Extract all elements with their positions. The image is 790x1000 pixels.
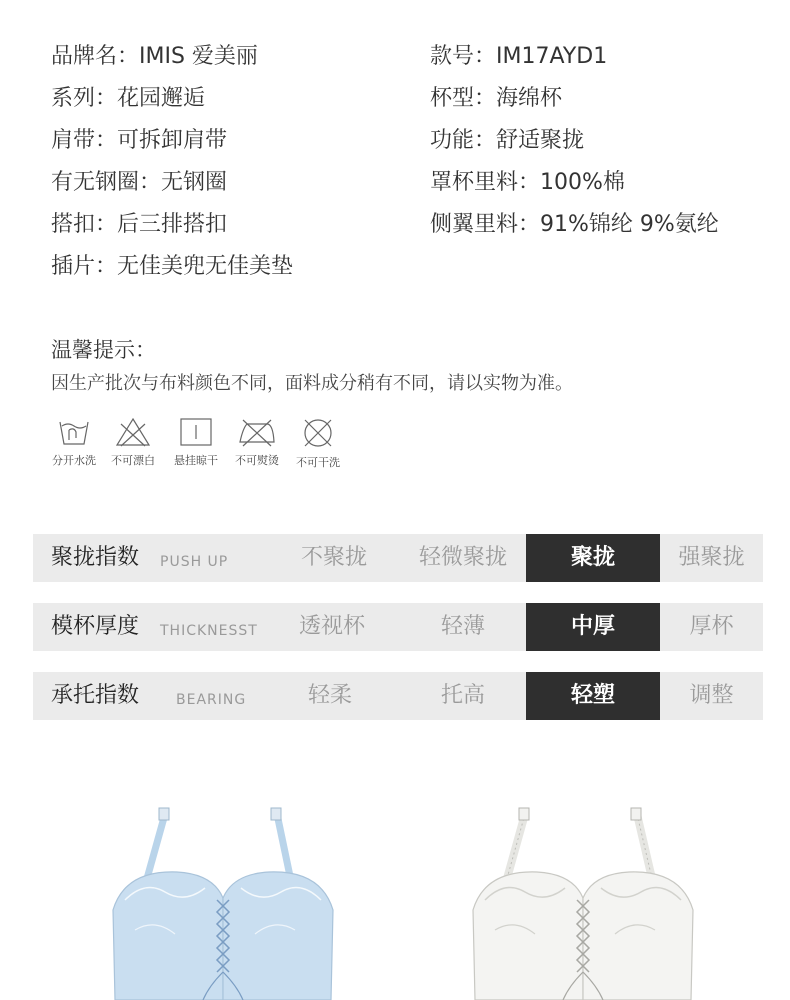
spec-brand: 品牌名：IMIS 爱美丽 <box>51 44 258 69</box>
index-push-up <box>33 534 763 582</box>
wash-basin-icon <box>56 416 92 448</box>
spec-strap: 肩带：可拆卸肩带 <box>51 128 228 153</box>
spec-list-right <box>430 42 719 252</box>
spec-underwire: 有无钢圈：无钢圈 <box>51 170 228 195</box>
index-subtitle: PUSH UP <box>160 554 229 570</box>
index-title: 模杯厚度 <box>51 614 140 639</box>
spec-function: 功能：舒适聚拢 <box>430 128 585 153</box>
spec-series: 系列：花园邂逅 <box>51 86 206 111</box>
notice-title: 温馨提示： <box>51 338 156 362</box>
blue-bra-image <box>105 800 340 1000</box>
index-option: 轻柔 <box>307 683 352 708</box>
notice-text: 因生产批次与布料颜色不同，面料成分稍有不同，请以实物为准。 <box>51 373 573 394</box>
spec-cup-lining: 罩杯里料：100%棉 <box>430 170 625 195</box>
index-option-selected: 聚拢 <box>526 534 660 582</box>
index-option: 调整 <box>689 683 734 708</box>
index-option-selected: 中厚 <box>526 603 660 651</box>
index-option: 强聚拢 <box>678 545 745 570</box>
index-option: 厚杯 <box>689 614 734 639</box>
index-option: 轻薄 <box>440 614 485 639</box>
index-option: 轻微聚拢 <box>418 545 507 570</box>
spec-clasp: 搭扣：后三排搭扣 <box>51 212 228 237</box>
spec-list-left <box>51 42 293 294</box>
spec-cup-type: 杯型：海绵杯 <box>430 86 563 111</box>
white-bra-image <box>465 800 700 1000</box>
spec-wing-lining: 侧翼里料：91%锦纶 9%氨纶 <box>430 212 719 237</box>
care-item-iron: 不可熨烫 <box>227 416 287 468</box>
care-item-hang-dry: 悬挂晾干 <box>166 416 226 468</box>
index-option: 托高 <box>440 683 485 708</box>
hang-dry-icon <box>178 416 214 448</box>
care-item-bleach: 不可漂白 <box>103 416 163 468</box>
index-thickness <box>33 603 763 651</box>
index-title: 承托指数 <box>51 683 140 708</box>
index-option-selected: 轻塑 <box>526 672 660 720</box>
care-item-dry-clean: 不可干洗 <box>288 416 348 470</box>
care-item-wash: 分开水洗 <box>44 416 104 468</box>
index-subtitle: THICKNESST <box>160 623 258 639</box>
index-option: 不聚拢 <box>300 545 367 570</box>
no-iron-icon <box>237 416 277 448</box>
index-bearing <box>33 672 763 720</box>
index-subtitle: BEARING <box>176 692 247 708</box>
spec-model-number: 款号：IM17AYD1 <box>430 44 608 69</box>
no-dry-clean-icon <box>300 416 336 450</box>
spec-insert: 插片：无佳美兜无佳美垫 <box>51 254 294 279</box>
index-option: 透视杯 <box>298 614 365 639</box>
no-bleach-icon <box>115 416 151 448</box>
index-title: 聚拢指数 <box>51 545 140 570</box>
